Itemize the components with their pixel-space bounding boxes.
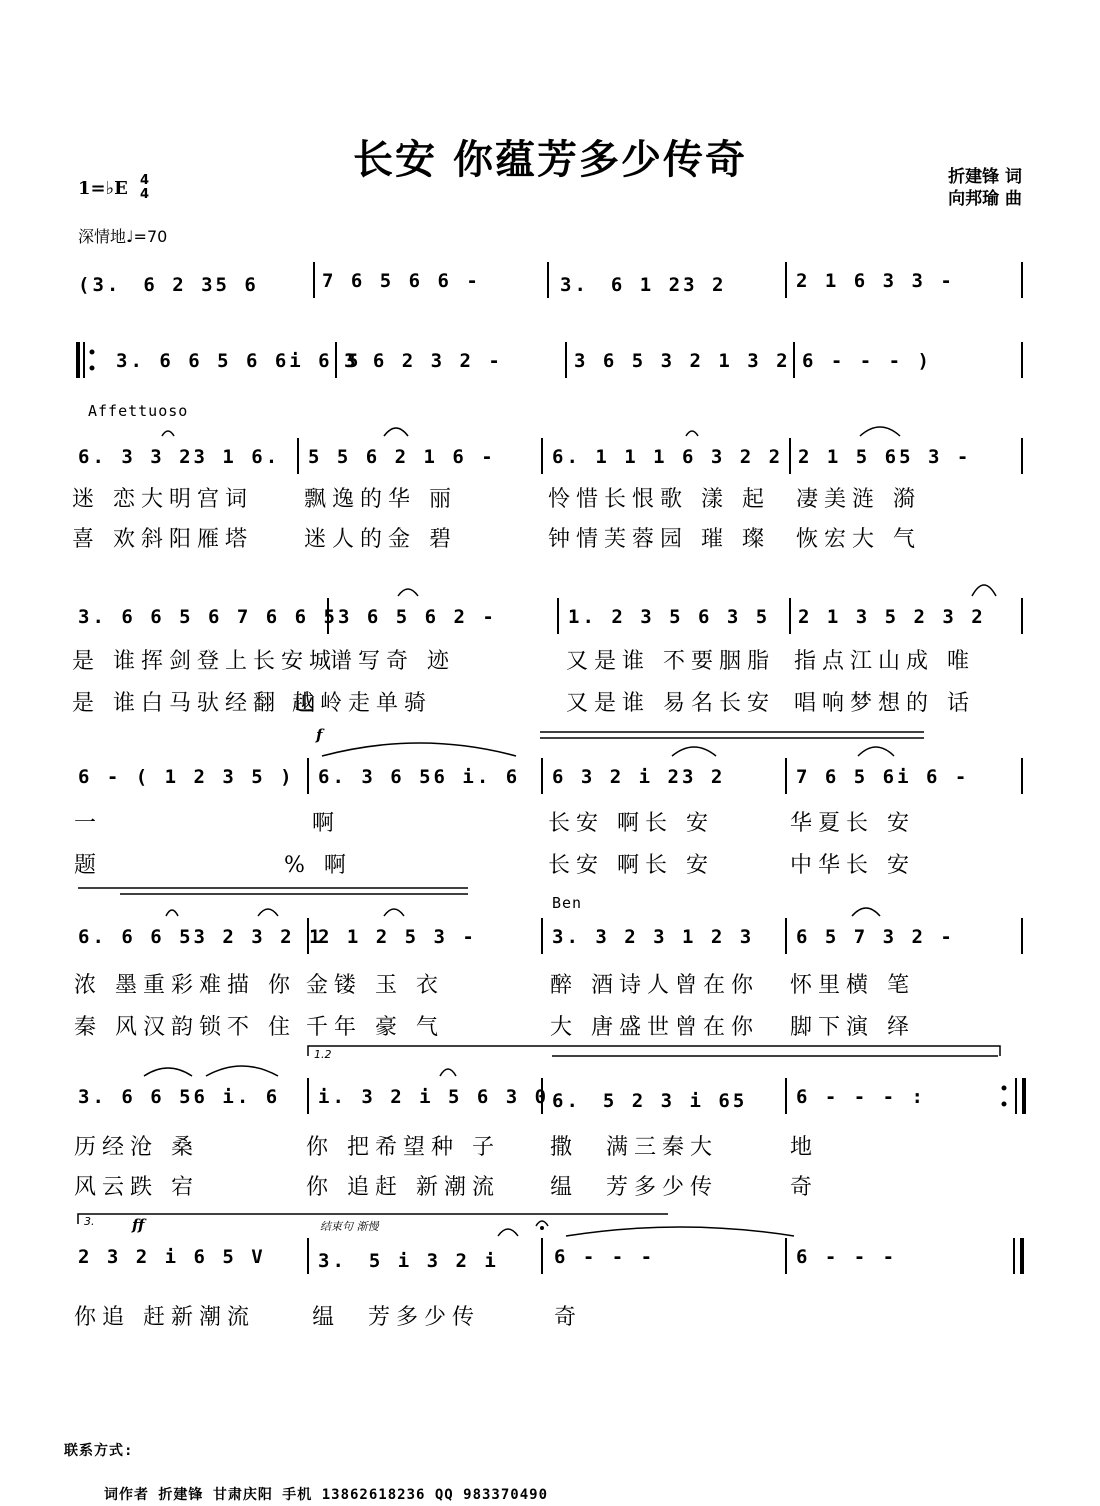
lyric-line: 钟情芙蓉园 璀 璨 — [548, 527, 770, 552]
measure: 3 6 5 3 2 1 3 2 — [574, 350, 791, 372]
lyric-line: 地 — [790, 1135, 819, 1160]
measure: i. 3 2 i 5 6 3 0 — [318, 1086, 550, 1108]
lyric-line: 一 — [74, 811, 103, 836]
lyric-line: 你追 赶新潮流 — [74, 1305, 255, 1330]
measure: 3. 5 i 3 2 i — [318, 1250, 499, 1272]
measure: 6 3 2 i 23 2 — [552, 766, 726, 788]
lyric-line: 长安 啊长 安 — [548, 853, 714, 878]
lyric-line: 怜惜长恨歌 漾 起 — [548, 487, 770, 512]
measure: 3. 6 6 56 i. 6 — [78, 1086, 281, 1108]
measure: 3. 6 6 5 6 6i 6 5 — [116, 350, 362, 372]
key-signature: 1=♭E — [78, 178, 128, 199]
lyric-line: 奇 — [554, 1305, 583, 1330]
measure: 6 - - - — [554, 1246, 656, 1268]
lyric-line: 迷 恋大明宫词 — [72, 487, 253, 512]
measure: 2 1 2 5 3 - — [318, 926, 477, 948]
lyric-line: 是 谁挥剑登上长安城 — [72, 649, 337, 674]
lyric-line: 醉 酒诗人曾在你 — [550, 973, 759, 998]
lyric-line: 浓 墨重彩难描 你 — [74, 973, 296, 998]
lyric-line: 秦 风汉韵锁不 住 — [74, 1015, 296, 1040]
measure: 6. 3 3 23 1 6. — [78, 446, 281, 468]
lyric-line: 缊 芳多少传 — [312, 1305, 481, 1330]
ben-marking: Ben — [552, 894, 583, 912]
lyric-line: 你 追赶 新潮流 — [306, 1175, 500, 1200]
lyric-line: 飘逸的华 丽 — [304, 487, 457, 512]
measure: 7 6 5 6i 6 - — [796, 766, 970, 788]
measure: 6. 1 1 1 6 3 2 2 — [552, 446, 784, 468]
lyric-line: 中华长 安 — [790, 853, 915, 878]
lyric-line: 金镂 玉 衣 — [306, 973, 444, 998]
measure: 6 - ( 1 2 3 5 ) — [78, 766, 295, 788]
lyric-line: 千年 豪 气 — [306, 1015, 444, 1040]
lyric-line: 喜 欢斜阳雁塔 — [72, 527, 253, 552]
tempo-marking: 深情地♩=70 — [78, 227, 168, 246]
lyric-line: 奇 — [790, 1175, 819, 1200]
lyric-line: 越岭走单骑 — [292, 691, 433, 716]
measure: 6. 6 6 53 2 3 2 1 — [78, 926, 324, 948]
volta-third-label: 3. — [84, 1215, 95, 1228]
lyric-line: 怀里横 笔 — [790, 973, 915, 998]
ending-marking: 结束句 渐慢 — [320, 1220, 379, 1233]
lyric-line: 恢宏大 气 — [796, 527, 921, 552]
lyric-line: 华夏长 安 — [790, 811, 915, 836]
lyric-line: 长安 啊长 安 — [548, 811, 714, 836]
lyric-line: 缊 芳多少传 — [550, 1175, 719, 1200]
lyric-line: 谱写奇 迹 — [330, 649, 455, 674]
contact-label: 联系方式: — [64, 1443, 134, 1459]
lyric-line: 指点江山成 唯 — [794, 649, 975, 674]
dynamic-f: f — [316, 726, 323, 744]
measure: 1. 2 3 5 6 3 5 — [568, 606, 771, 628]
lyric-line: 凄美涟 漪 — [796, 487, 921, 512]
lyric-line: 迷人的金 碧 — [304, 527, 457, 552]
measure: 6. 5 2 3 i 65 — [552, 1090, 748, 1112]
measure: 3. 6 6 5 6 7 6 6 5 — [78, 606, 338, 628]
measure: 6 5 7 3 2 - — [796, 926, 955, 948]
measure: 2 1 3 5 2 3 2 — [798, 606, 986, 628]
lyric-line: % 啊 — [284, 853, 352, 878]
expression-marking: Affettuoso — [88, 402, 189, 420]
song-title: 长安 你蕴芳多少传奇 — [353, 136, 747, 183]
composer-credit: 向邦瑜 曲 — [948, 189, 1022, 209]
meter-bottom: 4 — [140, 187, 150, 202]
lyric-line: 脚下演 绎 — [790, 1015, 915, 1040]
lyricist-credit: 折建锋 词 — [948, 167, 1022, 187]
volta-first-label: 1.2 — [314, 1048, 332, 1061]
lyric-line: 题 — [74, 853, 103, 878]
measure: 2 1 6 3 3 - — [796, 270, 955, 292]
measure: 2 1 5 65 3 - — [798, 446, 972, 468]
lyric-line: 风云跌 宕 — [74, 1175, 199, 1200]
lyric-line: 撒 满三秦大 — [550, 1135, 719, 1160]
lyric-line: 又是谁 易名长安 — [566, 691, 775, 716]
lyric-line: 又是谁 不要胭脂 — [566, 649, 775, 674]
lyric-line: 你 把希望种 子 — [306, 1135, 500, 1160]
lyric-line: 是 谁白马驮经翻 山 — [72, 691, 322, 716]
measure: 5 5 6 2 1 6 - — [308, 446, 496, 468]
measure: 7 6 5 6 6 - — [322, 270, 481, 292]
lyric-line: 啊 — [312, 811, 341, 836]
lyric-line: 唱响梦想的 话 — [794, 691, 975, 716]
contact-details: 词作者 折建锋 甘肃庆阳 手机 13862618236 QQ 983370490 — [104, 1487, 549, 1503]
lyric-line: 大 唐盛世曾在你 — [550, 1015, 759, 1040]
measure: 6 - - - — [796, 1246, 898, 1268]
measure: 6 - - - : — [796, 1086, 926, 1108]
meter-top: 4 — [140, 173, 150, 188]
measure: (3. 6 2 35 6 — [78, 274, 259, 296]
measure: 3. 3 2 3 1 2 3 — [552, 926, 755, 948]
measure: 6. 3 6 56 i. 6 — [318, 766, 521, 788]
measure: 3 6 2 3 2 - — [344, 350, 503, 372]
dynamic-ff: ff — [132, 1216, 145, 1234]
measure: 6 - - - ) — [802, 350, 932, 372]
lyric-line: 历经沧 桑 — [74, 1135, 199, 1160]
measure: 2 3 2 i 6 5 V — [78, 1246, 266, 1268]
measure: 3 6 5 6 2 - — [338, 606, 497, 628]
measure: 3. 6 1 23 2 — [560, 274, 727, 296]
